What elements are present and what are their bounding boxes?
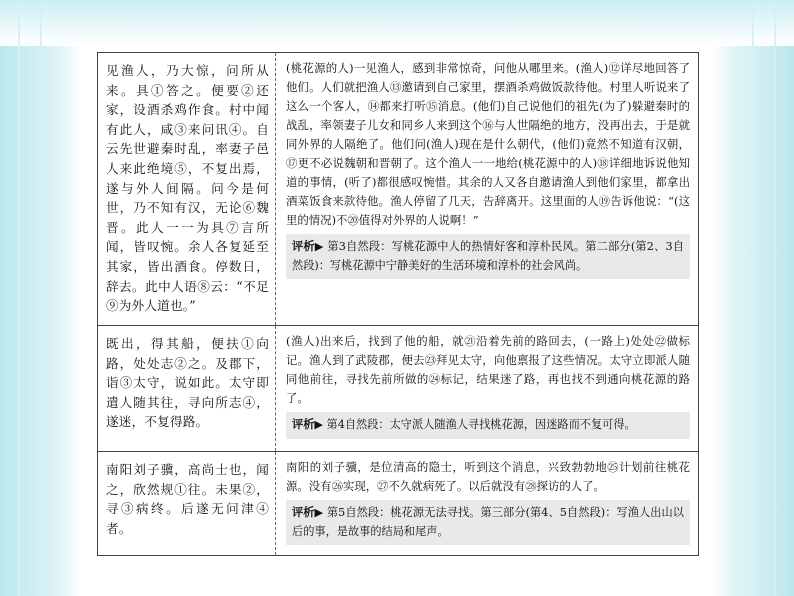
decorative-stripe xyxy=(40,0,42,596)
original-text-cell: 既出，得其船，便扶①向路，处处志②之。及郡下，诣③太守，说如此。太守即遣人随其往，寻向所志④，遂迷，不复得路。 xyxy=(98,326,276,451)
decorative-top-band xyxy=(0,0,794,46)
decorative-stripe xyxy=(18,0,20,596)
analysis-note xyxy=(286,500,690,545)
translation-text: (渔人)出来后，找到了他的船，就㉑沿着先前的路回去，(一路上)处处㉒做标记。渔人到了武陵郡，便去㉓拜见太守，向他禀报了这些情况。太守立即派人随同他前往，寻找先前所做的㉔标记，结果迷了路，再也找不到通向桃花源的路了。 xyxy=(286,334,690,405)
decorative-stripe xyxy=(774,0,776,596)
analysis-text: 第3自然段：写桃花源中人的热情好客和淳朴民风。第二部分(第2、3自然段)：写桃花源中宁静美好的生活环境和淳朴的社会风尚。 xyxy=(292,240,684,272)
table-row xyxy=(98,53,698,326)
analysis-label: 评析▶ xyxy=(292,239,324,253)
analysis-text: 第5自然段：桃花源无法寻找。第三部分(第4、5自然段)：写渔人出山以后的事，是故事的结局和尾声。 xyxy=(292,506,684,538)
analysis-label: 评析▶ xyxy=(292,417,323,431)
decorative-stripe xyxy=(752,0,754,596)
translation-text: (桃花源的人)一见渔人，感到非常惊奇，问他从哪里来。(渔人)⑫详尽地回答了他们。人们就把渔人⑬邀请到自己家里，摆酒杀鸡做饭款待他。村里人听说来了这么一个客人，⑭都来打听⑮消息。(他们)自己说他们的祖先(为了)躲避秦时的战乱，率领妻子儿女和同乡人来到这个⑯与人世隔绝的地方，没再出去，于是就同外界的人隔绝了。他们问(渔人)现在是什么朝代，(他们)竟然不知道有汉朝，⑰更不必说魏朝和晋朝了。这个渔人一一地给(桃花源中的人)⑱详细地诉说他知道的事情，(听了)都很感叹惋惜。其余的人又各自邀请渔人到他们家里，都拿出酒菜饭食来款待他。渔人停留了几天，告辞离开。这里面的人⑲告诉他说：“(这里的情况)不⑳值得对外界的人说啊！” xyxy=(286,61,690,227)
analysis-note xyxy=(286,234,690,279)
analysis-note xyxy=(286,412,690,439)
original-text-cell: 南阳刘子骥，高尚士也，闻之，欣然规①往。未果②，寻③病终。后遂无问津④者。 xyxy=(98,452,276,555)
analysis-text: 第4自然段：太守派人随渔人寻找桃花源，因迷路而不复可得。 xyxy=(326,418,636,431)
text-translation-table xyxy=(97,52,699,556)
translation-cell xyxy=(276,53,698,325)
translation-cell xyxy=(276,452,698,555)
table-row xyxy=(98,326,698,452)
translation-text: 南阳的刘子骥，是位清高的隐士，听到这个消息，兴致勃勃地㉕计划前往桃花源。没有㉖实现，㉗不久就病死了。以后就没有㉘探访的人了。 xyxy=(286,460,690,493)
original-text-cell: 见渔人，乃大惊，问所从来。具①答之。便要②还家，设酒杀鸡作食。村中闻有此人，咸③来问讯④。自云先世避秦时乱，率妻子邑人来此绝境⑤，不复出焉，遂与外人间隔。问今是何世，乃不知有汉，无论⑥魏晋。此人一一为具⑦言所闻，皆叹惋。余人各复延至其家，皆出酒食。停数日，辞去。此中人语⑧云：“不足⑨为外人道也。” xyxy=(98,53,276,325)
table-row xyxy=(98,452,698,555)
translation-cell xyxy=(276,326,698,451)
analysis-label: 评析▶ xyxy=(292,505,324,519)
